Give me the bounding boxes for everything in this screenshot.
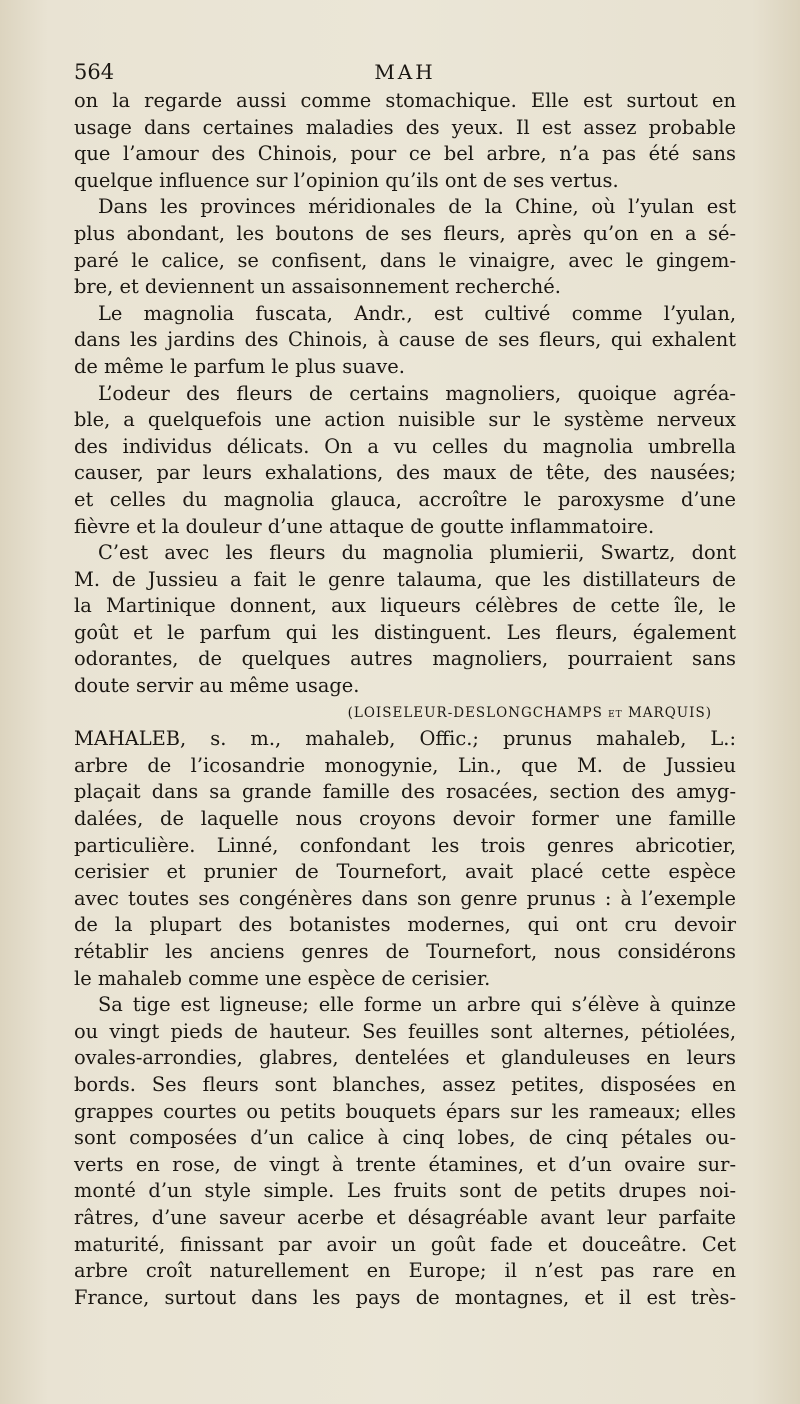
text-line: ovales-arrondies, glabres, dentelées et glanduleuses en leurs [74, 1046, 736, 1070]
text-line: C’est avec les fleurs du magnolia plumierii, Swartz, dont [98, 541, 736, 565]
text-line: et celles du magnolia glauca, accroître le paroxysme d’une [74, 487, 736, 511]
mahaleb-article [74, 726, 736, 1311]
text-line: la Martinique donnent, aux liqueurs célèbres de cette île, le [74, 594, 736, 618]
text-line: bre, et deviennent un assaisonnement recherché. [74, 275, 561, 299]
text-line: que l’amour des Chinois, pour ce bel arbre, n’a pas été sans [74, 142, 736, 166]
text-line: sont composées d’un calice à cinq lobes, de cinq pétales ou- [74, 1126, 736, 1150]
text-line: goût et le parfum qui les distinguent. Les fleurs, également [74, 620, 736, 644]
text-line: verts en rose, de vingt à trente étamines, et d’un ovaire sur- [74, 1152, 736, 1176]
text-line: Dans les provinces méridionales de la Chine, où l’yulan est [98, 195, 736, 219]
text-line: on la regarde aussi comme stomachique. Elle est surtout en [74, 89, 736, 112]
text-line: Sa tige est ligneuse; elle forme un arbre qui s’élève à quinze [98, 993, 736, 1017]
text-column [74, 56, 736, 1311]
running-head: MAH [374, 60, 436, 84]
text-line: odorantes, de quelques autres magnoliers, pourraient sans [74, 647, 736, 671]
page-header [74, 56, 736, 88]
text-line: rétablir les anciens genres de Tournefort, nous considérons [74, 940, 736, 963]
page-number: 564 [74, 60, 115, 84]
text-line: France, surtout dans les pays de montagnes, et il est très- [74, 1285, 736, 1309]
text-line: de même le parfum le plus suave. [74, 354, 405, 378]
text-line: plaçait dans sa grande famille des rosacées, section des amyg- [74, 780, 736, 804]
text-line: ou vingt pieds de hauteur. Ses feuilles sont alternes, pétiolées, [74, 1019, 736, 1043]
text-line: causer, par leurs exhalations, des maux de tête, des nausées; [74, 461, 736, 485]
author-signature: (LOISELEUR-DESLONGCHAMPS et MARQUIS) [347, 704, 712, 721]
text-line: plus abondant, les boutons de ses fleurs, après qu’on en a sé- [74, 221, 736, 245]
text-line: de la plupart des botanistes modernes, qui ont cru devoir [74, 913, 736, 937]
text-line: bords. Ses fleurs sont blanches, assez petites, disposées en [74, 1072, 736, 1096]
magnolia-article-end [74, 88, 736, 700]
text-line: L’odeur des fleurs de certains magnoliers, quoique agréa- [98, 381, 736, 405]
text-line: ble, a quelquefois une action nuisible sur le système nerveux [74, 408, 736, 432]
text-line: M. de Jussieu a fait le genre talauma, que les distillateurs de [74, 567, 736, 591]
text-line: usage dans certaines maladies des yeux. Il est assez probable [74, 115, 736, 139]
text-line: des individus délicats. On a vu celles du magnolia umbrella [74, 434, 736, 458]
text-line: arbre de l’icosandrie monogynie, Lin., que M. de Jussieu [74, 753, 736, 777]
text-line: arbre croît naturellement en Europe; il n’est pas rare en [74, 1259, 736, 1283]
text-line: fièvre et la douleur d’une attaque de goutte inflammatoire. [74, 514, 655, 538]
text-line: dans les jardins des Chinois, à cause de ses fleurs, qui exhalent [74, 328, 736, 352]
text-line: cerisier et prunier de Tournefort, avait placé cette espèce [74, 860, 736, 884]
text-line: quelque influence sur l’opinion qu’ils ont de ses vertus. [74, 168, 619, 192]
text-line: râtres, d’une saveur acerbe et désagréable avant leur parfaite [74, 1205, 736, 1229]
text-line: Le magnolia fuscata, Andr., est cultivé comme l’yulan, [98, 301, 736, 325]
text-line: maturité, finissant par avoir un goût fade et douceâtre. Cet [74, 1232, 736, 1256]
text-line: le mahaleb comme une espèce de cerisier. [74, 966, 491, 990]
text-line: monté d’un style simple. Les fruits sont de petits drupes noi- [74, 1179, 736, 1203]
text-line: paré le calice, se confisent, dans le vinaigre, avec le gingem- [74, 248, 736, 272]
text-line: doute servir au même usage. [74, 674, 360, 698]
text-line: MAHALEB, s. m., mahaleb, Offic.; prunus mahaleb, L.: [74, 727, 736, 751]
text-line: particulière. Linné, confondant les trois genres abricotier, [74, 833, 736, 857]
text-line: grappes courtes ou petits bouquets épars sur les rameaux; elles [74, 1099, 736, 1123]
text-line: dalées, de laquelle nous croyons devoir former une famille [74, 807, 736, 831]
text-line: avec toutes ses congénères dans son genre prunus : à l’exemple [74, 886, 736, 910]
